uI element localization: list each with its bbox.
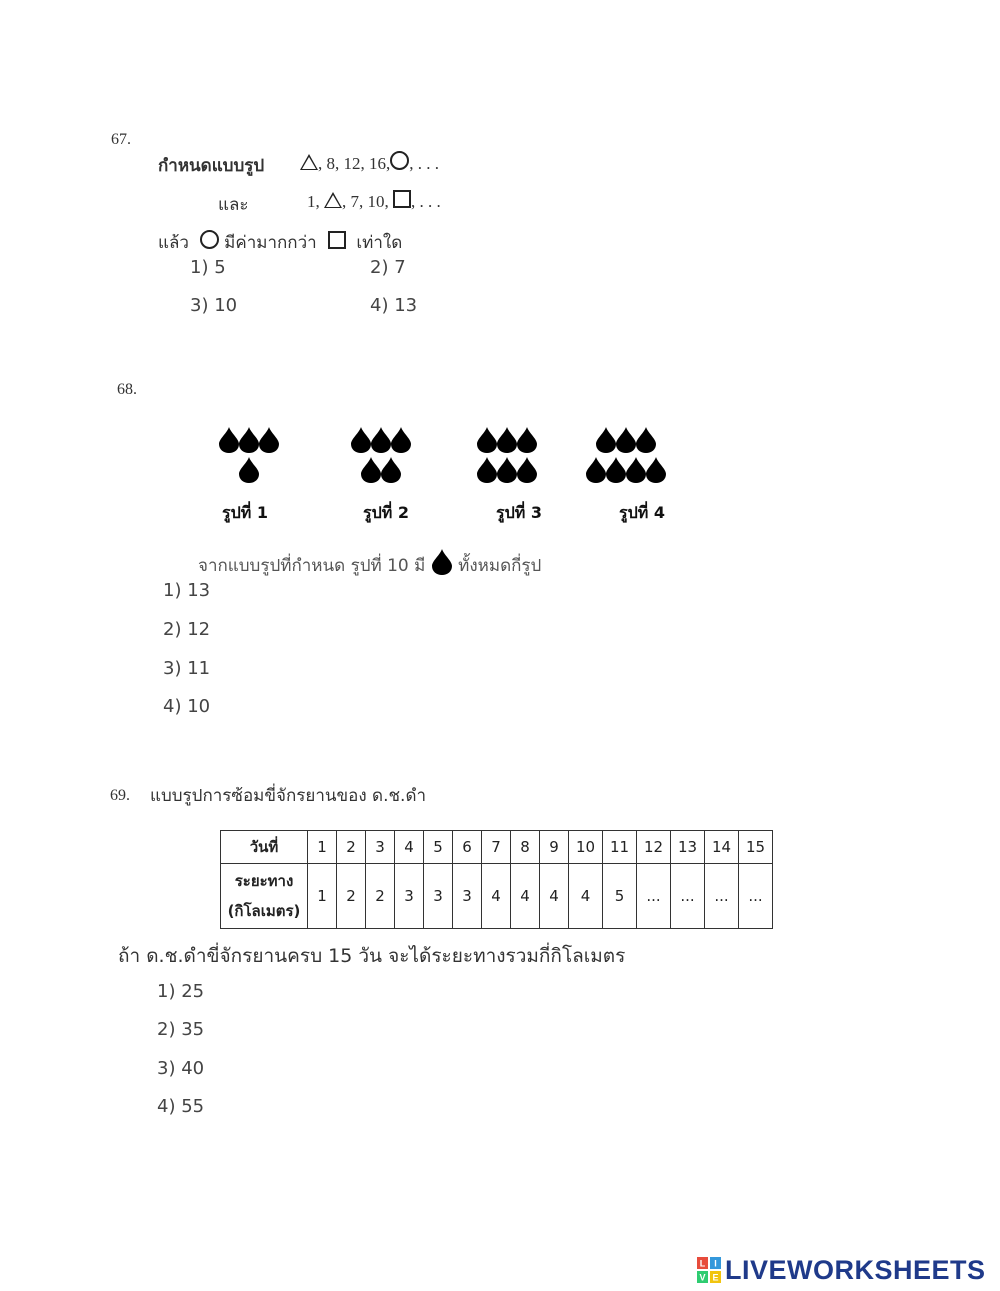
- drop-icon: [595, 427, 617, 453]
- drop-icon: [476, 427, 498, 453]
- q67-question-b: มีค่ามากกว่า: [224, 233, 317, 253]
- q67-sequence-2: [307, 190, 441, 212]
- distance-cell: 2: [337, 864, 366, 929]
- q67-and-label: และ: [218, 195, 249, 215]
- q67-question-a: แล้ว: [158, 233, 189, 253]
- figure-4-label: รูปที่ 4: [619, 503, 665, 522]
- q69-number: 69.: [110, 787, 130, 804]
- q67-question-c: เท่าใด: [356, 233, 403, 253]
- figure-4-drops: [585, 427, 671, 487]
- day-cell: 13: [671, 831, 705, 864]
- drop-icon: [516, 457, 538, 483]
- figure-3-label: รูปที่ 3: [496, 503, 542, 522]
- drop-icon: [390, 427, 412, 453]
- distance-cell: ...: [705, 864, 739, 929]
- day-cell: 15: [739, 831, 773, 864]
- drop-icon: [238, 427, 260, 453]
- q67-number: 67.: [111, 131, 131, 148]
- q68-option-3[interactable]: 3) 11: [163, 658, 211, 679]
- drop-icon: [238, 457, 260, 483]
- triangle-icon: [300, 154, 318, 170]
- table-row-distance: [221, 864, 773, 929]
- distance-header-line1: ระยะทาง: [234, 872, 294, 890]
- day-cell: 9: [540, 831, 569, 864]
- drop-icon: [625, 457, 647, 483]
- distance-cell: 3: [453, 864, 482, 929]
- distance-cell: 5: [603, 864, 637, 929]
- q67-seq1-tail: , . . .: [409, 154, 439, 173]
- distance-cell: 3: [395, 864, 424, 929]
- distance-header-line2: (กิโลเมตร): [227, 902, 301, 920]
- q67-seq2-b: , 7, 10,: [342, 192, 389, 211]
- day-cell: 5: [424, 831, 453, 864]
- figure-2-label: รูปที่ 2: [363, 503, 409, 522]
- drop-icon: [476, 457, 498, 483]
- q69-question: ถ้า ด.ช.ดำขี่จักรยานครบ 15 วัน จะได้ระยะทางรวมกี่กิโลเมตร: [118, 945, 626, 967]
- day-cell: 8: [511, 831, 540, 864]
- q67-seq2-tail: , . . .: [411, 192, 441, 211]
- q67-option-4[interactable]: 4) 13: [370, 295, 418, 316]
- q67-question: [158, 229, 402, 256]
- square-icon: [328, 231, 346, 249]
- q68-number: 68.: [117, 381, 137, 398]
- figure-1-drops: [218, 427, 282, 487]
- drop-icon: [585, 457, 607, 483]
- day-cell: 6: [453, 831, 482, 864]
- day-cell: 12: [637, 831, 671, 864]
- circle-icon: [200, 230, 219, 249]
- bike-distance-table: [220, 830, 773, 929]
- day-cell: 4: [395, 831, 424, 864]
- day-cell: 3: [366, 831, 395, 864]
- distance-cell: ...: [671, 864, 705, 929]
- day-cell: 11: [603, 831, 637, 864]
- distance-cell: 4: [540, 864, 569, 929]
- logo-block-letter: E: [712, 1272, 719, 1283]
- drop-icon: [380, 457, 402, 483]
- drop-icon: [645, 457, 667, 483]
- q67-option-3[interactable]: 3) 10: [190, 295, 238, 316]
- day-cell: 10: [569, 831, 603, 864]
- drop-icon: [431, 549, 453, 575]
- distance-cell: 1: [308, 864, 337, 929]
- q68-option-4[interactable]: 4) 10: [163, 696, 211, 717]
- figure-2-drops: [350, 427, 414, 487]
- logo-blocks-icon: [697, 1257, 721, 1283]
- drop-icon: [370, 427, 392, 453]
- drop-icon: [350, 427, 372, 453]
- q68-question-b: ทั้งหมดกี่รูป: [458, 556, 542, 576]
- distance-cell: ...: [637, 864, 671, 929]
- q69-option-1[interactable]: 1) 25: [157, 981, 205, 1002]
- day-cell: 1: [308, 831, 337, 864]
- table-row-days: [221, 831, 773, 864]
- q69-title: แบบรูปการซ้อมขี่จักรยานของ ด.ช.ดำ: [150, 786, 427, 806]
- logo-text: LIVEWORKSHEETS: [725, 1254, 986, 1285]
- day-cell: 7: [482, 831, 511, 864]
- day-cell: 14: [705, 831, 739, 864]
- distance-cell: 2: [366, 864, 395, 929]
- logo-block-letter: I: [714, 1258, 717, 1269]
- distance-header: [221, 864, 308, 929]
- distance-cell: 4: [482, 864, 511, 929]
- figure-3-drops: [476, 427, 540, 487]
- day-header: วันที่: [221, 831, 308, 864]
- q67-option-2[interactable]: 2) 7: [370, 257, 406, 278]
- distance-cell: 4: [511, 864, 540, 929]
- q67-seq1-text: , 8, 12, 16,: [318, 154, 391, 173]
- q69-option-4[interactable]: 4) 55: [157, 1096, 205, 1117]
- drop-icon: [635, 427, 657, 453]
- q67-option-1[interactable]: 1) 5: [190, 257, 226, 278]
- q68-question: [198, 549, 541, 579]
- drop-icon: [218, 427, 240, 453]
- drop-icon: [605, 457, 627, 483]
- drop-icon: [360, 457, 382, 483]
- square-icon: [393, 190, 411, 208]
- q69-option-2[interactable]: 2) 35: [157, 1019, 205, 1040]
- figure-1-label: รูปที่ 1: [222, 503, 268, 522]
- logo-block-letter: V: [699, 1272, 706, 1283]
- q67-seq2-a: 1,: [307, 192, 320, 211]
- drop-icon: [496, 427, 518, 453]
- drop-icon: [496, 457, 518, 483]
- distance-cell: ...: [739, 864, 773, 929]
- liveworksheets-logo[interactable]: [697, 1254, 986, 1286]
- drop-icon: [516, 427, 538, 453]
- distance-cell: 4: [569, 864, 603, 929]
- q69-option-3[interactable]: 3) 40: [157, 1058, 205, 1079]
- logo-block-letter: L: [699, 1258, 706, 1269]
- q68-option-2[interactable]: 2) 12: [163, 619, 211, 640]
- circle-icon: [390, 151, 409, 170]
- day-cell: 2: [337, 831, 366, 864]
- distance-cell: 3: [424, 864, 453, 929]
- q68-option-1[interactable]: 1) 13: [163, 580, 211, 601]
- triangle-icon: [324, 192, 342, 208]
- q67-sequence-1: [300, 151, 439, 174]
- q67-given-label: กำหนดแบบรูป: [158, 156, 265, 176]
- drop-icon: [615, 427, 637, 453]
- drop-icon: [258, 427, 280, 453]
- q68-question-a: จากแบบรูปที่กำหนด รูปที่ 10 มี: [198, 556, 426, 576]
